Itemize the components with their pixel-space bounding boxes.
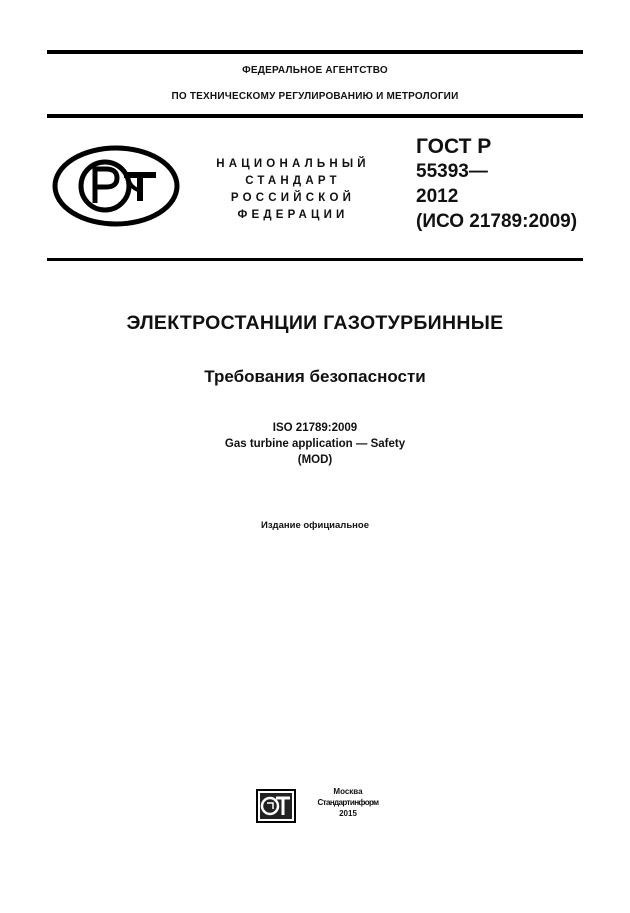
national-line-2: СТАНДАРТ	[245, 175, 341, 187]
agency-name-line-2: ПО ТЕХНИЧЕСКОМУ РЕГУЛИРОВАНИЮ И МЕТРОЛОГИИ	[171, 91, 459, 102]
national-line-3: РОССИЙСКОЙ	[230, 192, 356, 204]
section-rule	[47, 258, 583, 261]
publisher-year: 2015	[339, 809, 357, 818]
header-rule	[47, 114, 583, 118]
designation-line-4: (ИСО 21789:2009)	[416, 211, 578, 232]
publisher-imprint	[300, 786, 396, 819]
publisher-city: Москва	[333, 787, 363, 796]
standard-designation	[416, 134, 577, 234]
designation-line-2: 55393—	[416, 161, 488, 182]
publisher-name: Стандартинформ	[317, 798, 379, 807]
standartinform-logo-icon	[256, 789, 296, 823]
agency-name-line-1: ФЕДЕРАЛЬНОЕ АГЕНТСТВО	[242, 65, 388, 76]
national-line-1: НАЦИОНАЛЬНЫЙ	[216, 158, 370, 170]
edition-note: Издание официальное	[261, 520, 369, 531]
iso-line-1: ISO 21789:2009	[272, 422, 358, 434]
designation-line-1: ГОСТ Р	[416, 135, 492, 158]
national-standard-caption	[198, 156, 388, 224]
designation-line-3: 2012	[416, 186, 459, 207]
iso-line-3: (MOD)	[297, 454, 333, 466]
top-rule	[47, 50, 583, 54]
iso-reference	[0, 420, 630, 468]
iso-line-2: Gas turbine application — Safety	[224, 438, 406, 450]
national-line-4: ФЕДЕРАЦИИ	[237, 209, 349, 221]
document-subtitle: Требования безопасности	[204, 367, 426, 386]
document-title: ЭЛЕКТРОСТАНЦИИ ГАЗОТУРБИННЫЕ	[126, 312, 504, 334]
rst-certification-mark-icon	[52, 145, 180, 227]
